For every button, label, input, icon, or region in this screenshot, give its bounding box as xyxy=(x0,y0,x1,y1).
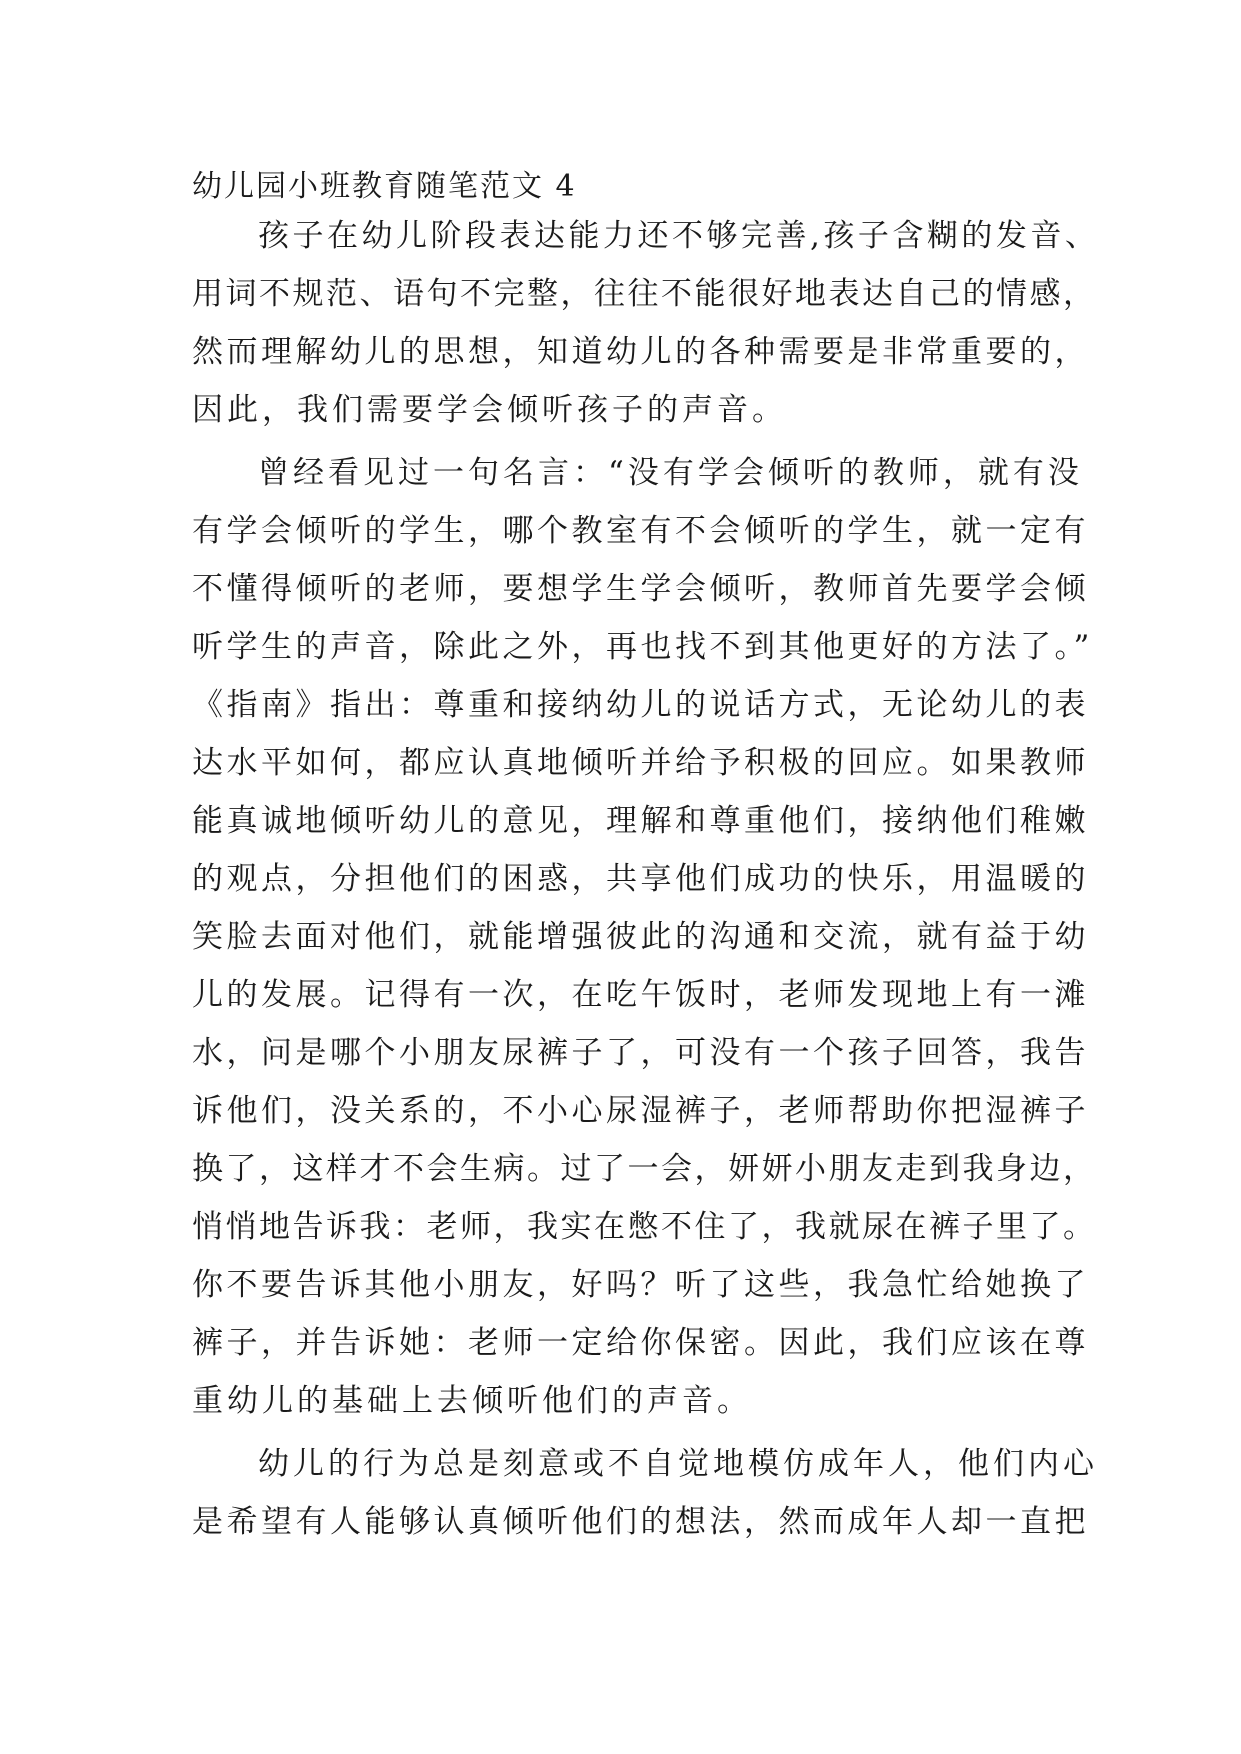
paragraph-line: 有学会倾听的学生，哪个教室有不会倾听的学生，就一定有 xyxy=(192,513,1089,549)
paragraph-line: 裤子，并告诉她：老师一定给你保密。因此，我们应该在尊 xyxy=(192,1325,1089,1361)
paragraph-line: 悄悄地告诉我：老师，我实在憋不住了，我就尿在裤子里了。 xyxy=(192,1209,1097,1245)
paragraph-line: 你不要告诉其他小朋友，好吗？听了这些，我急忙给她换了 xyxy=(192,1267,1089,1303)
paragraph-line: 水，问是哪个小朋友尿裤子了，可没有一个孩子回答，我告 xyxy=(192,1035,1089,1071)
paragraph-line: 幼儿的行为总是刻意或不自觉地模仿成年人，他们内心 xyxy=(258,1446,1098,1482)
paragraph-line: 用词不规范、语句不完整，往往不能很好地表达自己的情感， xyxy=(192,276,1097,312)
paragraph-line: 然而理解幼儿的思想，知道幼儿的各种需要是非常重要的， xyxy=(192,334,1089,370)
paragraph-line: 笑脸去面对他们，就能增强彼此的沟通和交流，就有益于幼 xyxy=(192,919,1089,955)
paragraph-line: 换了，这样才不会生病。过了一会，妍妍小朋友走到我身边， xyxy=(192,1151,1097,1187)
paragraph-line: 重幼儿的基础上去倾听他们的声音。 xyxy=(192,1383,752,1419)
paragraph-line: 的观点，分担他们的困惑，共享他们成功的快乐，用温暖的 xyxy=(192,861,1089,897)
paragraph-line: 孩子在幼儿阶段表达能力还不够完善,孩子含糊的发音、 xyxy=(258,218,1100,254)
paragraph-line: 《指南》指出：尊重和接纳幼儿的说话方式，无论幼儿的表 xyxy=(192,687,1089,723)
paragraph-line: 诉他们，没关系的，不小心尿湿裤子，老师帮助你把湿裤子 xyxy=(192,1093,1089,1129)
paragraph-line: 是希望有人能够认真倾听他们的想法，然而成年人却一直把 xyxy=(192,1504,1089,1540)
paragraph-line: 因此，我们需要学会倾听孩子的声音。 xyxy=(192,392,787,428)
document-title: 幼儿园小班教育随笔范文 4 xyxy=(192,169,577,204)
paragraph-line: 儿的发展。记得有一次，在吃午饭时，老师发现地上有一滩 xyxy=(192,977,1089,1013)
paragraph-line: 曾经看见过一句名言：“没有学会倾听的教师，就有没 xyxy=(258,455,1083,491)
paragraph-line: 不懂得倾听的老师，要想学生学会倾听，教师首先要学会倾 xyxy=(192,571,1089,607)
paragraph-line: 达水平如何，都应认真地倾听并给予积极的回应。如果教师 xyxy=(192,745,1089,781)
paragraph-line: 能真诚地倾听幼儿的意见，理解和尊重他们，接纳他们稚嫩 xyxy=(192,803,1089,839)
paragraph-line: 听学生的声音，除此之外，再也找不到其他更好的方法了。” xyxy=(192,629,1093,665)
